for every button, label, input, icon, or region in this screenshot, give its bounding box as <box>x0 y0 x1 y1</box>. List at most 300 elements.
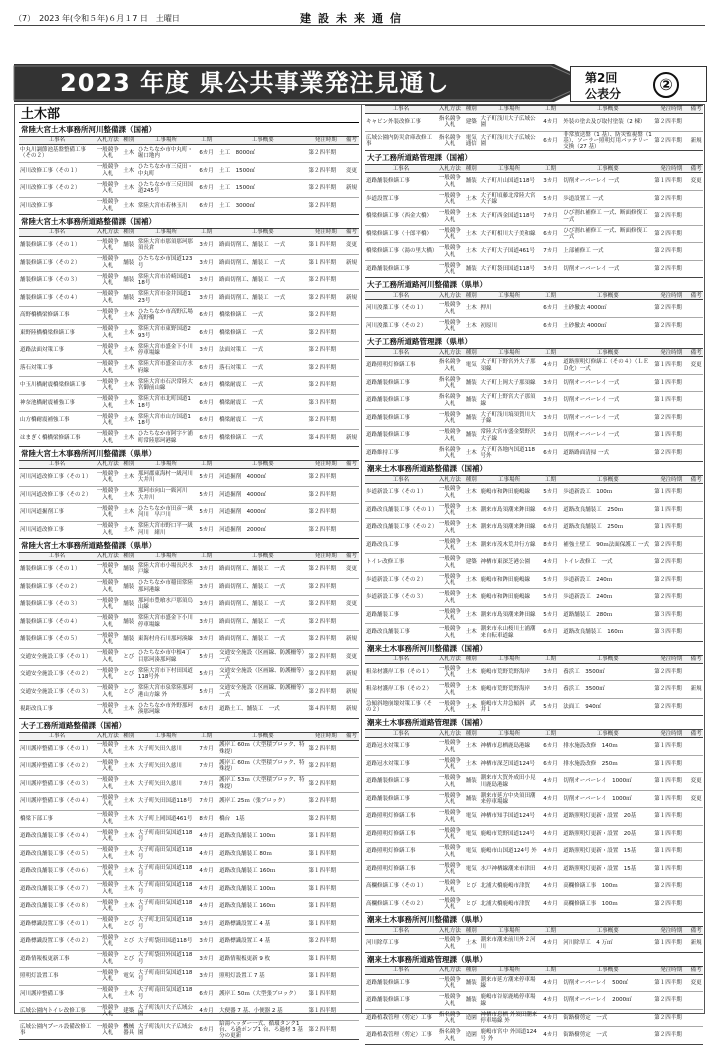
table-cell: 新規 <box>689 681 703 699</box>
table-cell: 潮来市島須潮来鉾田線 <box>479 519 538 537</box>
table-cell: 第２四半期 <box>307 810 344 828</box>
table-cell: 道路標識設置工 4 基 <box>218 915 307 933</box>
column-header: 工期 <box>195 553 218 561</box>
table-cell: 道路照明灯修繕工（その４）（ＬＥＤ化）一式 <box>562 357 653 375</box>
table-cell <box>344 985 359 1003</box>
table-cell: 歩道新設工 240ｍ <box>562 589 653 607</box>
table-cell <box>689 114 703 132</box>
table-cell <box>689 808 703 826</box>
table-cell: 土木 <box>121 324 137 342</box>
column-header: 種別 <box>463 476 480 484</box>
table-cell: 第１四半期 <box>307 985 344 1003</box>
table-cell: 第２四半期 <box>307 359 344 377</box>
table-cell: 道路照明灯更新・設置 15基 <box>562 860 653 878</box>
table-cell: 鹿嶋市荒野荒野海岸 <box>479 681 538 699</box>
table-cell <box>689 260 703 278</box>
table-row <box>365 663 703 681</box>
table-cell <box>344 145 359 163</box>
table-cell: 路面切削工、舗装工 一式 <box>218 272 307 290</box>
table-cell <box>689 624 703 642</box>
table-row <box>19 412 359 430</box>
table-cell: 一般競争入札 <box>95 394 121 412</box>
table-cell: 第１四半期 <box>653 773 689 791</box>
table-cell: 鹿嶋市宮中 外国道124号 外 <box>479 1027 538 1045</box>
table-cell: 土木 <box>121 162 137 180</box>
table-cell: 4カ月 <box>539 974 562 992</box>
table-cell: キャビン外装改修工事 <box>365 114 437 132</box>
column-header: 備考 <box>346 137 358 144</box>
table-cell: 舗装 <box>463 260 480 278</box>
table-cell: 急傾斜地崩壊対策工事（その２） <box>365 698 437 716</box>
column-header: 備考 <box>346 553 358 560</box>
table-cell: 高欄修繕工事 100ｍ <box>562 878 653 896</box>
table-cell: 道路冠水対策工事 <box>365 738 437 756</box>
table-cell: 一般競争入札 <box>437 501 463 519</box>
project-table <box>365 729 703 913</box>
table-row <box>365 589 703 607</box>
column-header: 種別 <box>463 349 480 357</box>
table-header-row <box>365 165 703 173</box>
table-cell: 土木 <box>121 758 137 776</box>
table-cell: 6カ月 <box>195 307 218 325</box>
column-header: 工期 <box>195 137 218 145</box>
table-cell: 大子町下野宮外大子那須線 <box>479 357 538 375</box>
table-cell <box>344 412 359 430</box>
table-cell: 7カ月 <box>195 740 218 758</box>
table-cell: 8カ月 <box>539 536 562 554</box>
table-cell: 6カ月 <box>195 162 218 180</box>
table-cell: 高欄修繕工事（その１） <box>365 878 437 896</box>
table-cell: 道路改良舗装工事（その４） <box>19 828 95 846</box>
table-cell: 一般競争入札 <box>95 648 121 666</box>
table-cell: 歩道新設工事（その３） <box>365 589 437 607</box>
table-cell <box>344 810 359 828</box>
table-cell: 一般競争入札 <box>95 701 121 719</box>
table-cell: 4カ月 <box>539 895 562 913</box>
table-cell: 北浦大橋鹿嶋市津賀 <box>479 895 538 913</box>
table-cell: 第２四半期 <box>307 793 344 811</box>
table-cell: 一般競争入札 <box>95 863 121 881</box>
table-cell: 道路舗装修繕工事 <box>365 260 437 278</box>
table-cell: 舗装 <box>121 254 137 272</box>
table-cell: 変更 <box>689 790 703 808</box>
section-title: 常陸大宮土木事務所道路整備課（国補） <box>21 217 156 226</box>
table-cell: 変更 <box>689 974 703 992</box>
column-header: 発注時期 <box>307 461 344 469</box>
table-cell: 神栖市東深芝港公園 <box>479 554 538 572</box>
table-cell: 常陸大宮市石沢常陸大宮御前山線 <box>137 377 195 395</box>
project-table <box>19 228 359 447</box>
table-cell: 第１四半期 <box>653 427 689 445</box>
table-cell: 道路舗装修繕工事 <box>365 790 437 808</box>
table-cell: 舗装 <box>463 427 480 445</box>
table-cell: 土木 <box>121 394 137 412</box>
column-header: 備考 <box>690 165 702 172</box>
column-header: 工事名 <box>19 137 95 145</box>
table-cell: 一般競争入札 <box>95 578 121 596</box>
table-cell: 土木 <box>463 606 480 624</box>
table-header-row <box>19 461 359 469</box>
table-cell: 一般競争入札 <box>95 180 121 198</box>
table-cell: 橋梁修繕工事（湯の里大橋） <box>365 243 437 261</box>
table-cell <box>689 860 703 878</box>
table-cell: 一般競争入札 <box>95 950 121 968</box>
column-header: 工事名 <box>19 553 95 561</box>
table-header-row <box>19 229 359 237</box>
table-cell: 大便器 7 基、小便器 2 基 <box>218 1003 307 1021</box>
table-cell: 第２四半期 <box>653 663 689 681</box>
table-cell: 道路改良舗装工事（その５） <box>19 845 95 863</box>
table-cell: 潮来市島須潮来鉾田線 <box>479 501 538 519</box>
table-cell: 第１四半期 <box>307 254 344 272</box>
table-cell: 新規 <box>344 701 359 719</box>
table-cell: 潮来市延方中央須田潮来停車場線 <box>479 790 538 808</box>
column-header: 工期 <box>539 292 562 300</box>
table-cell: 5カ月 <box>539 484 562 502</box>
table-cell: 土木 <box>121 845 137 863</box>
table-cell: 第２四半期 <box>653 571 689 589</box>
table-cell: 一般競争入札 <box>437 427 463 445</box>
table-cell: 第２四半期 <box>653 300 689 318</box>
table-cell: 大子町上岡大子那須線 <box>479 374 538 392</box>
table-cell: 第２四半期 <box>653 190 689 208</box>
column-header: 工事概要 <box>562 165 653 173</box>
right-column <box>365 105 703 1045</box>
table-cell: 那珂市豊喰水戸那須烏山線 <box>137 596 195 614</box>
table-cell: 6カ月 <box>539 225 562 243</box>
section-title: 大子工務所道路管理課（国補） <box>367 153 472 163</box>
column-header: 工事概要 <box>218 732 307 740</box>
table-cell: 常陸大宮市東野国道293号 <box>137 324 195 342</box>
table-cell: 5カ月 <box>539 589 562 607</box>
column-header: 発注時期 <box>653 476 689 484</box>
table-cell: 新規 <box>344 631 359 649</box>
table-cell: 舗装 <box>121 561 137 579</box>
table-cell: 5カ月 <box>539 698 562 716</box>
table-cell: 3カ月 <box>539 392 562 410</box>
column-header: 工期 <box>539 966 562 974</box>
table-cell: 大子町南田気国道118号 <box>137 845 195 863</box>
table-cell <box>344 758 359 776</box>
table-cell: 大子町各地内国道118号外 <box>479 444 538 462</box>
table-cell <box>689 992 703 1010</box>
table-cell: 舗装 <box>463 790 480 808</box>
table-cell: 道路改良舗装工 160ｍ <box>562 624 653 642</box>
table-cell: 第２四半期 <box>653 131 689 151</box>
table-cell: 新規 <box>689 935 703 953</box>
table-cell: 5カ月 <box>195 683 218 701</box>
table-cell: 路面切削工、舗装工 一式 <box>218 561 307 579</box>
table-cell: 舗装 <box>121 596 137 614</box>
table-cell: 一般競争入札 <box>95 307 121 325</box>
table-cell: 3カ月 <box>195 254 218 272</box>
table-row <box>19 701 359 719</box>
table-cell <box>689 317 703 335</box>
table-row <box>19 950 359 968</box>
table-cell: 6カ月 <box>195 394 218 412</box>
section-title: 潮来土木事務所河川整備課（国補） <box>367 643 487 653</box>
table-cell: とび <box>121 915 137 933</box>
table-cell: 交通安全施設（区画線、防護柵等）一式 <box>218 666 307 684</box>
table-cell: 7カ月 <box>539 208 562 226</box>
table-cell: 第２四半期 <box>307 377 344 395</box>
table-cell: 舗装修繕工事（その５） <box>19 631 95 649</box>
column-header: 入札方法 <box>437 927 463 935</box>
table-cell: 第２四半期 <box>307 631 344 649</box>
table-cell: 第２四半期 <box>307 342 344 360</box>
table-cell: 指名競争入札 <box>437 392 463 410</box>
table-cell: 路面切削工、舗装工 一式 <box>218 237 307 255</box>
table-cell <box>689 571 703 589</box>
table-cell: 土木 <box>463 225 480 243</box>
column-header: 種別 <box>463 655 480 663</box>
table-row <box>19 561 359 579</box>
table-cell: 第２四半期 <box>307 740 344 758</box>
table-cell: 6カ月 <box>195 377 218 395</box>
table-row <box>365 698 703 716</box>
table-cell: 第１四半期 <box>653 374 689 392</box>
table-cell: 道路舗装修繕工事 <box>365 173 437 191</box>
table-row <box>365 1009 703 1027</box>
table-cell: 一般競争入札 <box>437 173 463 191</box>
column-header: 工事概要 <box>562 349 653 357</box>
table-cell: 第２四半期 <box>653 992 689 1010</box>
table-cell: 土木 <box>121 412 137 430</box>
table-cell: 一般競争入札 <box>95 985 121 1003</box>
table-cell <box>689 190 703 208</box>
table-cell: 切削オーバーレイ 1000㎡ <box>562 790 653 808</box>
table-cell: 7カ月 <box>539 243 562 261</box>
table-cell: 電気 <box>463 843 480 861</box>
column-header: 種別 <box>463 106 480 114</box>
column-header: 備考 <box>690 106 702 113</box>
newspaper-name: 建設未来通信 <box>300 12 408 25</box>
table-cell <box>344 828 359 846</box>
table-row <box>19 863 359 881</box>
table-cell: 一般競争入札 <box>95 613 121 631</box>
table-cell: 土木 <box>463 681 480 699</box>
table-cell: 道路路面清掃 一式 <box>562 444 653 462</box>
table-cell <box>689 755 703 773</box>
table-cell: 橋台 1基 <box>218 810 307 828</box>
table-row <box>365 300 703 318</box>
table-cell: 4カ月 <box>539 878 562 896</box>
table-cell: 土砂撤去 4000㎥ <box>562 300 653 318</box>
table-cell: 法面工 940㎥ <box>562 698 653 716</box>
column-header: 工事場所 <box>137 137 195 145</box>
table-row <box>365 935 703 953</box>
table-cell: 切削オーバーレイ 500㎡ <box>562 974 653 992</box>
table-cell: 第３四半期 <box>653 624 689 642</box>
table-row <box>365 790 703 808</box>
table-cell: 道路法面対策工事 <box>19 342 95 360</box>
table-cell: 変更 <box>344 596 359 614</box>
table-cell: 鹿嶋市谷原鹿嶋停車場線 <box>479 992 538 1010</box>
table-cell: 第１四半期 <box>307 828 344 846</box>
table-cell: 土木 <box>463 501 480 519</box>
table-cell: 鹿嶋市大井急傾斜 武井１ <box>479 698 538 716</box>
table-cell: 舗装修繕工事（その４） <box>19 289 95 307</box>
table-cell: 4カ月 <box>539 357 562 375</box>
table-cell: 護岸工 60ｍ（大型積ブロック、特殊提） <box>218 758 307 776</box>
table-cell: 一般競争入札 <box>437 790 463 808</box>
table-cell: 5カ月 <box>195 504 218 522</box>
table-cell: 新規 <box>344 254 359 272</box>
table-cell: 新規 <box>344 683 359 701</box>
table-cell: 土木 <box>463 624 480 642</box>
column-header: 工事名 <box>365 966 437 974</box>
table-cell: 大子町矢田久慈川 <box>137 758 195 776</box>
project-table <box>365 926 703 953</box>
table-cell: 第２四半期 <box>653 409 689 427</box>
table-row <box>19 683 359 701</box>
table-row <box>19 968 359 986</box>
table-row <box>365 624 703 642</box>
issue-box <box>570 66 707 102</box>
table-cell: 舗装修繕工事（その２） <box>19 254 95 272</box>
table-cell: 一般競争入札 <box>437 681 463 699</box>
table-cell: 大子町南田気国道118号 <box>137 828 195 846</box>
column-header: 備考 <box>690 476 702 483</box>
table-cell: 一般競争入札 <box>437 895 463 913</box>
table-cell: 5カ月 <box>195 666 218 684</box>
table-cell: 道路標識設置工 4 基 <box>218 933 307 951</box>
table-cell <box>344 1003 359 1021</box>
table-cell: 切削オーバーレイ 一式 <box>562 260 653 278</box>
table-cell: 一般競争入札 <box>437 317 463 335</box>
table-cell: 給湯ヘッダー一式、循環タンク1 台、ろ過ポンプ1 台、ろ過材 3 基分の更新 <box>218 1020 307 1040</box>
table-cell: 第２四半期 <box>307 307 344 325</box>
table-cell: ひたちなか市中根4丁目那珂湊那珂線 <box>137 648 195 666</box>
table-cell: 第２四半期 <box>307 145 344 163</box>
table-cell: 常陸大宮市泉常陸那珂港山方線 外 <box>137 683 195 701</box>
table-cell: 3カ月 <box>195 933 218 951</box>
column-header: 工事概要 <box>562 655 653 663</box>
column-header: 工事概要 <box>562 476 653 484</box>
table-cell: 第１四半期 <box>653 974 689 992</box>
column-header: 入札方法 <box>437 476 463 484</box>
table-cell: 第２四半期 <box>307 486 344 504</box>
table-row <box>19 429 359 447</box>
table-cell <box>344 793 359 811</box>
table-cell: 6カ月 <box>539 444 562 462</box>
column-header: 入札方法 <box>437 292 463 300</box>
table-cell: 一般競争入札 <box>437 571 463 589</box>
table-cell: 土木 <box>121 180 137 198</box>
project-table <box>19 136 359 215</box>
table-cell: ひび割れ補修工 一式、断面修復工 一式 <box>562 208 653 226</box>
table-cell: 第２四半期 <box>307 504 344 522</box>
table-cell <box>689 243 703 261</box>
table-cell: 土工 3000㎥ <box>218 197 307 215</box>
table-cell: 一般競争入札 <box>95 272 121 290</box>
table-cell: 道路改良舗装工 80ｍ <box>218 845 307 863</box>
table-cell: 変更 <box>689 357 703 375</box>
column-header: 工事場所 <box>479 730 538 738</box>
table-row <box>19 307 359 325</box>
table-row <box>19 486 359 504</box>
column-header: 工事名 <box>365 927 437 935</box>
table-cell: 橋梁耐震工 一式 <box>218 394 307 412</box>
table-cell: とび <box>121 950 137 968</box>
column-header: 工事場所 <box>479 292 538 300</box>
column-header: 工事場所 <box>479 106 538 114</box>
table-cell: 第２四半期 <box>653 536 689 554</box>
table-cell: 一般競争入札 <box>437 243 463 261</box>
table-cell: 6カ月 <box>195 412 218 430</box>
column-header: 備考 <box>690 927 702 934</box>
table-row <box>365 392 703 410</box>
table-cell: 土木 <box>121 307 137 325</box>
table-cell: 6カ月 <box>539 501 562 519</box>
table-cell: 土木 <box>463 536 480 554</box>
table-row <box>19 377 359 395</box>
table-cell: 常陸大宮市岩崎国道118号 <box>137 272 195 290</box>
project-table <box>365 291 703 335</box>
table-cell: 一般競争入札 <box>95 740 121 758</box>
column-header: 工事場所 <box>137 461 195 469</box>
table-row <box>365 243 703 261</box>
table-cell: トイレ改修工 一式 <box>562 554 653 572</box>
table-cell: 鹿嶋市荒野国道124号 <box>479 825 538 843</box>
table-row <box>19 933 359 951</box>
table-cell: 第２四半期 <box>653 1009 689 1027</box>
table-cell: 護岸工 53ｍ（大型積ブロック、特殊提） <box>218 775 307 793</box>
table-row <box>365 755 703 773</box>
table-cell: 照明灯設置工事 <box>19 968 95 986</box>
table-cell: 大子町上岡国道461号 <box>137 810 195 828</box>
table-cell <box>344 307 359 325</box>
table-cell: 排水施設改修 250ｍ <box>562 755 653 773</box>
column-header: 種別 <box>463 730 480 738</box>
table-cell: 5カ月 <box>195 486 218 504</box>
table-cell <box>689 409 703 427</box>
table-cell: 変更 <box>689 173 703 191</box>
column-header: 工事場所 <box>479 927 538 935</box>
table-cell: 一般競争入札 <box>95 412 121 430</box>
table-cell: 舗装 <box>463 392 480 410</box>
column-header: 備考 <box>690 967 702 974</box>
table-cell: 変更 <box>344 561 359 579</box>
table-cell <box>344 950 359 968</box>
table-cell: 土木 <box>463 317 480 335</box>
table-cell: 大子町南田気国道118号 <box>137 968 195 986</box>
table-cell: 大子町相川大子美和線 <box>479 225 538 243</box>
table-cell: 舗装 <box>463 974 480 992</box>
column-header: 工期 <box>539 349 562 357</box>
table-cell: 道路改良舗装工事（その７） <box>19 880 95 898</box>
table-cell: 常陸大宮市野口平一級河川 緒川 <box>137 521 195 539</box>
table-cell: 鹿嶋市和鉾田鹿嶋線 <box>479 589 538 607</box>
table-cell: 道路舗装修繕工事 <box>365 392 437 410</box>
table-cell <box>344 578 359 596</box>
table-cell: 土木 <box>121 863 137 881</box>
table-cell: 一般競争入札 <box>95 342 121 360</box>
table-cell: 第１四半期 <box>653 790 689 808</box>
table-header-row <box>365 106 703 114</box>
headline-title: 2023 年度 県公共事業発注見通し <box>60 69 450 97</box>
table-cell: 土木 <box>121 880 137 898</box>
table-cell: 河川護岸整備工事 <box>19 985 95 1003</box>
table-cell: 第１四半期 <box>653 935 689 953</box>
table-cell: 3カ月 <box>539 681 562 699</box>
table-row <box>365 1027 703 1045</box>
table-cell: 一般競争入札 <box>95 775 121 793</box>
column-header: 発注時期 <box>653 966 689 974</box>
table-cell: 路面切削工、舗装工 一式 <box>218 254 307 272</box>
table-cell: 排水施設改修 140ｍ <box>562 738 653 756</box>
table-cell: 第１四半期 <box>653 173 689 191</box>
